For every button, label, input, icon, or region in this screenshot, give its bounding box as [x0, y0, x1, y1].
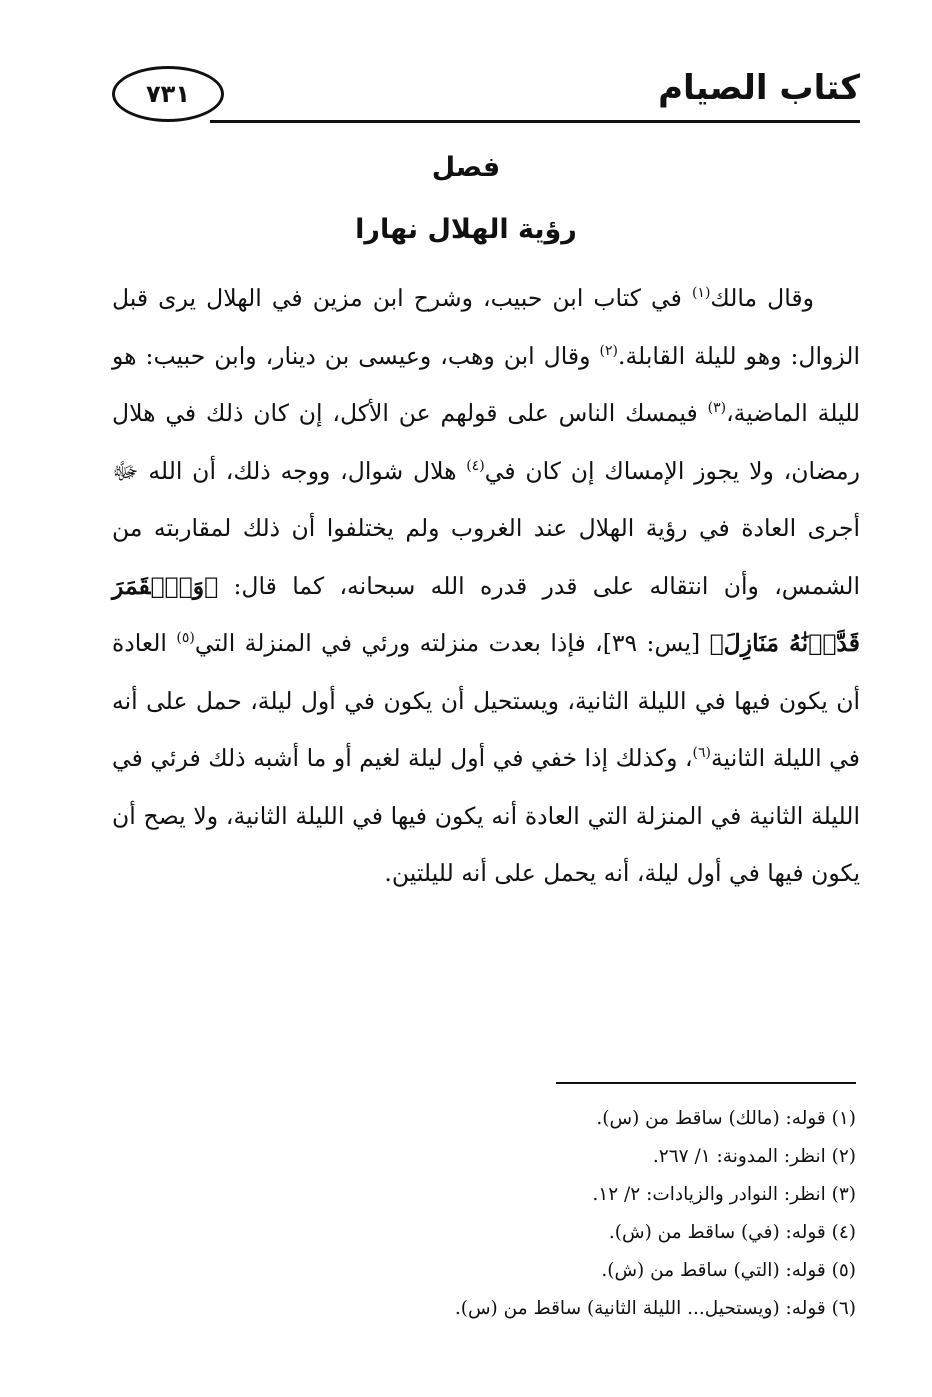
- body-segment: وقال ابن وهب، وعيسى بن دينار، وابن حبيب: هو لليلة الماضية،: [112, 341, 861, 427]
- footnote-item: (٤) قوله: (في) ساقط من (ش).: [608, 1222, 856, 1243]
- footnote-ref-2: (٢): [599, 342, 618, 359]
- footnote-ref-6: (٦): [692, 745, 712, 762]
- body-paragraph: [112, 270, 860, 903]
- footnote-item: (٦) قوله: (ويستحيل... الليلة الثانية) ساقط من (س).: [454, 1298, 856, 1319]
- body-segment: ، وكذلك إذا خفي في أول ليلة لغيم أو ما أشبه ذلك فرئي في الليلة الثانية في المنزلة التي العادة أنه يكون فيها في الليلة الثانية، ولا يصح أن يكون فيها في أول ليلة، أنه يحمل على أنه لليلتين.: [112, 744, 860, 887]
- section-heading: فصل: [431, 152, 501, 183]
- section-subheading: رؤية الهلال نهارا: [355, 214, 577, 245]
- footnote-separator: [556, 1082, 856, 1084]
- body-segment: في كتاب ابن حبيب، وشرح ابن مزين في الهلال يرى قبل الزوال: وهو لليلة القابلة.: [112, 284, 860, 370]
- body-segment: [يس: ٣٩]، فإذا بعدت منزلته ورئي في المنزلة التي: [194, 629, 710, 657]
- body-text: [112, 270, 860, 903]
- footnote-item: (٢) انظر: المدونة: ١/ ٢٦٧.: [652, 1146, 856, 1167]
- footnote-ref-5: (٥): [176, 630, 195, 647]
- footnote-ref-4: (٤): [466, 457, 485, 474]
- body-segment: العادة أن يكون فيها في الليلة الثانية، ويستحيل أن يكون في أول ليلة، حمل على أنه في الليلة الثانية: [112, 629, 860, 772]
- page-header: [112, 58, 860, 132]
- page-number-badge: ٧٣١: [112, 66, 224, 122]
- footnotes-list: [216, 1100, 856, 1328]
- header-rule: [210, 120, 860, 123]
- footnote-item: (٥) قوله: (التي) ساقط من (ش).: [601, 1260, 856, 1281]
- body-segment: فيمسك الناس على قولهم عن الأكل، إن كان ذلك في هلال رمضان، ولا يجوز الإمساك إن كان في: [112, 399, 860, 485]
- footnote-ref-1: (١): [691, 285, 711, 302]
- body-segment: هلال شوال، ووجه ذلك، أن الله ﷻ أجرى العادة في رؤية الهلال عند الغروب ولم يختلفوا أن ذلك لمقاربته من الشمس، وأن انتقاله على قدر قدره الله سبحانه، كما قال:: [112, 456, 860, 600]
- running-title: كتاب الصيام: [658, 68, 860, 108]
- quran-quote: ﴿وَٱلۡقَمَرَ قَدَّرۡنَٰهُ مَنَازِلَ﴾: [112, 571, 860, 657]
- footnote-ref-3: (٣): [707, 400, 727, 417]
- footnote-item: (١) قوله: (مالك) ساقط من (س).: [596, 1108, 856, 1129]
- footnote-item: (٣) انظر: النوادر والزيادات: ٢/ ١٢.: [592, 1184, 856, 1205]
- body-segment: وقال مالك: [710, 284, 814, 312]
